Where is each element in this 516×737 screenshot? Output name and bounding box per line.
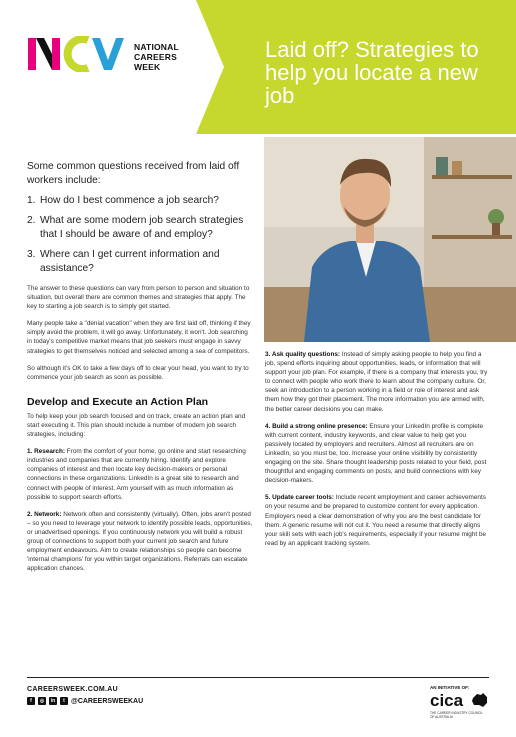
intro-lead: Some common questions received from laid off workers include: [27,161,240,186]
strategy-text: Network often and consistently (virtually). Often, jobs aren't posted – so you need to leverage your network to identify possible leads, opportunities, or unadvertised openings. If you continuously network you will build a robust group of connections to support both your current job search and future employment endeavours. Aim to create relationships so people can become 'internal champions' for you within target organizations. Referrals can escalate application chances. [27,510,253,573]
strategy-label: 5. Update career tools: [265,494,334,502]
page-title: Laid off? Strategies to help you locate a new job [265,37,479,108]
twitter-icon[interactable]: t [60,697,68,705]
website-link[interactable]: CAREERSWEEK.COM.AU [27,686,118,693]
cica-logo: cica [430,691,464,710]
social-links [27,697,143,705]
cica-subtitle: THE CAREER INDUSTRY COUNCIL OF AUSTRALIA [430,711,483,719]
strategy-career-tools [265,493,493,548]
instagram-icon[interactable]: ◎ [39,698,45,704]
paragraph: To help keep your job search focused and on track, create an action plan and start executing it. This plan should include a number of modern job search strategies, including: [27,412,246,439]
strategy-text: Include recent employment and career achievements on your resume and be prepared to customize content for every application. Employers need a clear demonstration of why you are the best candidate for them. A generic resume will not cut it. You need a resume that directly aligns your skill sets with each job's requirements, especially if your resume might be read by an applicant tracking system. [265,494,487,547]
list-item [27,248,253,276]
strategy-text: Instead of simply asking people to help you find a job, spend efforts inquiring about opportunities, leads, or information that will support your job plan. For example, if there is a company that interests you, try to connect with people who work there to learn about the company culture. Or, seek an introduction to a person working in a field or role of interest and ask them how they got their placement. The more information you are armed with, the better career decisions you can make. [265,351,488,413]
strategy-label: 2. Network: [27,510,62,518]
footer-divider [27,677,489,678]
paragraph: The answer to these questions can vary from person to person and situation to situation, but overall there are common themes and strategies that apply. The key to starting a job search is to simply get started. [27,285,250,311]
strategy-label: 4. Build a strong online presence: [265,422,368,430]
strategy-label: 3. Ask quality questions: [265,351,341,358]
strategy-label: 1. Research: [27,448,66,456]
strategy-network [27,510,253,574]
paragraph: Many people take a "denial vacation" when they are first laid off, thinking if they simply avoid the problem, it will go away. Unfortunately, it won't. Job searching in today's competitive market means that job seekers must engage in savvy strategies to get themselves noticed and selected among a sea of competitors. [27,320,251,355]
logo-line-2: CAREERS [134,52,177,62]
question-list [27,194,253,276]
strategy-text: Ensure your LinkedIn profile is complete with current content, industry keywords, and clear value to help get you passively located by employers and recruiters. Almost all recruiters are on LinkedIn, so you must be, too. Increase your online visibility by consistently engaging on the site. Share thought leadership posts related to your field, post thoughtful and engaging comments on posts, and build connections with key decision-makers. [265,422,487,485]
logo-line-1: NATIONAL [134,42,179,52]
initiative-label: AN INITIATIVE OF: [430,685,470,690]
right-column [265,350,493,548]
strategy-questions [265,350,493,414]
list-text: What are some modern job search strategies that I should be aware of and employ? [40,215,244,240]
hero-photo [264,137,516,342]
social-handle: @CAREERSWEEKAU [71,697,144,705]
strategy-online-presence [265,422,493,486]
strategy-research [27,447,253,502]
logo-wordmark [134,42,179,72]
section-heading: Develop and Execute an Action Plan [27,395,209,408]
left-column [27,160,253,573]
list-text: How do I best commence a job search? [40,195,219,206]
list-number: 3. [27,249,36,260]
list-number: 1. [27,195,36,206]
australia-map-icon [471,692,489,708]
paragraph: So although it's OK to take a few days off to clear your head, you want to try to commence your job search as soon as possible. [27,364,249,381]
linkedin-icon[interactable]: in [50,698,56,704]
list-text: Where can I get current information and assistance? [40,249,220,274]
list-item [27,214,253,242]
ncw-logo-icon [26,36,128,72]
list-item [27,194,253,208]
strategy-text: From the comfort of your home, go online and start researching industries and companies that are currently hiring. Identify and explore companies of interest and then locate key decision-makers or personal connections in these organizations. LinkedIn is a great site to research and connect with people of interest. Arm yourself with as much information as possible to support search efforts. [27,448,246,501]
list-number: 2. [27,215,36,226]
logo-line-3: WEEK [134,62,161,72]
facebook-icon[interactable]: f [27,697,35,705]
